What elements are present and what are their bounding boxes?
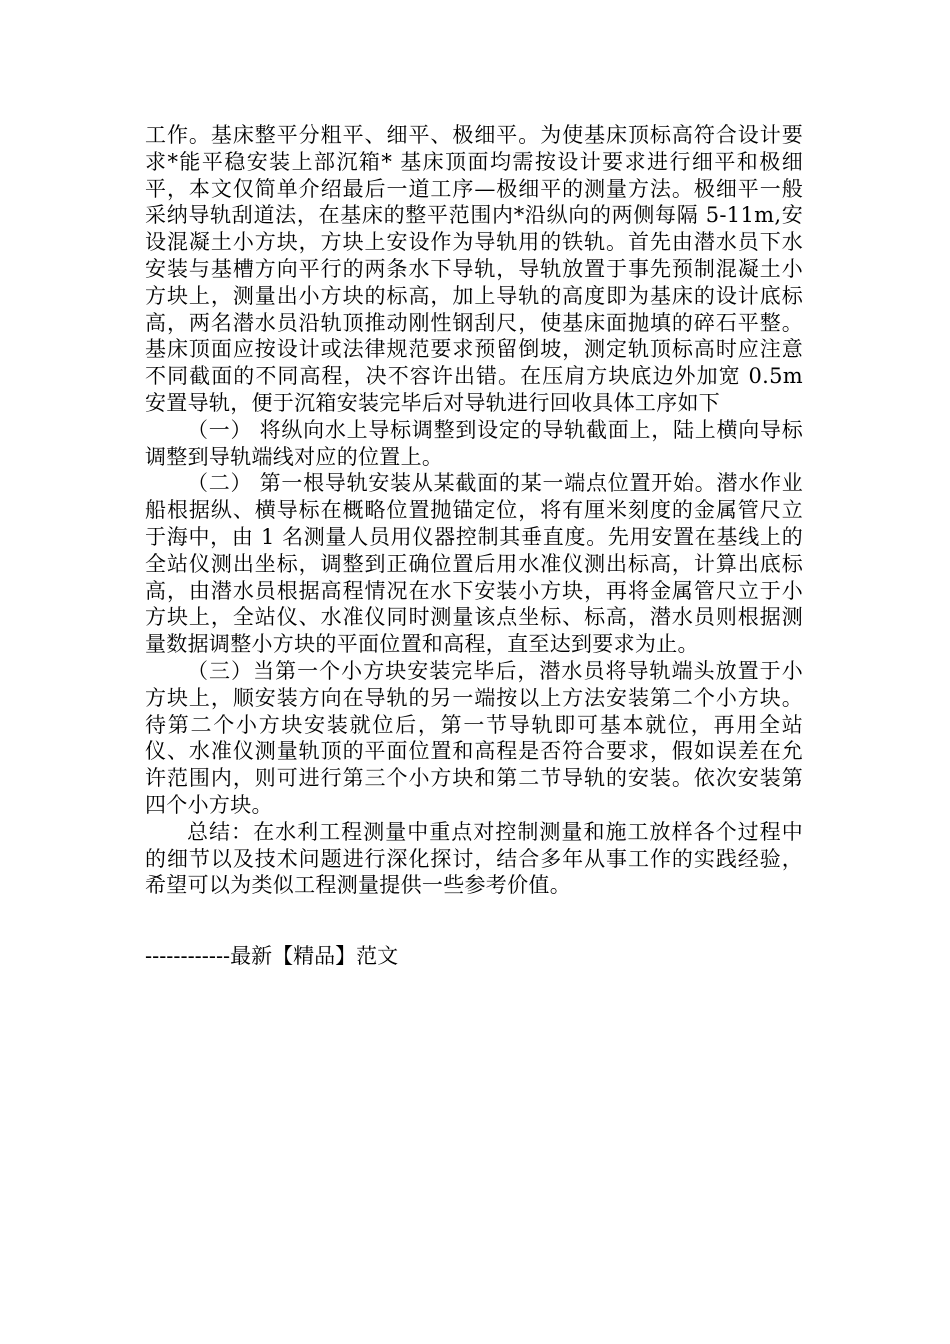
paragraph-leveling-method: 工作。基床整平分粗平、细平、极细平。为使基床顶标高符合设计要求*能平稳安装上部沉箱* 基床顶面均需按设计要求进行细平和极细平，本文仅简单介绍最后一道工序—极细平的测量方法。极细平一般采纳导轨刮道法，在基床的整平范围内*沿纵向的两侧每隔 5-11m,安设混凝土小方块，方块上安设作为导轨用的铁轨。首先由潜水员下水安装与基槽方向平行的两条水下导轨，导轨放置于事先预制混凝土小方块上，测量出小方块的标高，加上导轨的高度即为基床的设计底标高，两名潜水员沿轨顶推动刚性钢刮尺，使基床面抛填的碎石平整。基床顶面应按设计或法律规范要求预留倒坡，测定轨顶标高时应注意不同截面的不同高程，决不容许出错。在压肩方块底边外加宽 0.5m 安置导轨，便于沉箱安装完毕后对导轨进行回收具体工序如下 [145,123,803,415]
paragraph-summary: 总结：在水利工程测量中重点对控制测量和施工放样各个过程中的细节以及技术问题进行深化探讨，结合多年从事工作的实践经验，希望可以为类似工程测量提供一些参考价值。 [145,819,803,898]
paragraph-step-one: （一） 将纵向水上导标调整到设定的导轨截面上，陆上横向导标调整到导轨端线对应的位置上。 [145,417,803,469]
paragraph-step-three: （三）当第一个小方块安装完毕后，潜水员将导轨端头放置于小方块上，顺安装方向在导轨的另一端按以上方法安装第二个小方块。待第二个小方块安装就位后，第一节导轨即可基本就位，再用全站仪、水准仪测量轨顶的平面位置和高程是否符合要求，假如误差在允许范围内，则可进行第三个小方块和第二节导轨的安装。依次安装第四个小方块。 [145,658,803,817]
paragraph-step-two: （二） 第一根导轨安装从某截面的某一端点位置开始。潜水作业船根据纵、横导标在概略位置抛锚定位，将有厘米刻度的金属管尺立于海中，由 1 名测量人员用仪器控制其垂直度。先用安置在基线上的全站仪测出坐标，调整到正确位置后用水准仪测出标高，计算出底标高，由潜水员根据高程情况在水下安装小方块，再将金属管尺立于小方块上，全站仪、水准仪同时测量该点坐标、标高，潜水员则根据测量数据调整小方块的平面位置和高程，直至达到要求为止。 [145,471,803,657]
document-body [145,122,803,899]
footer-tagline: ------------最新【精品】范文 [145,944,399,968]
